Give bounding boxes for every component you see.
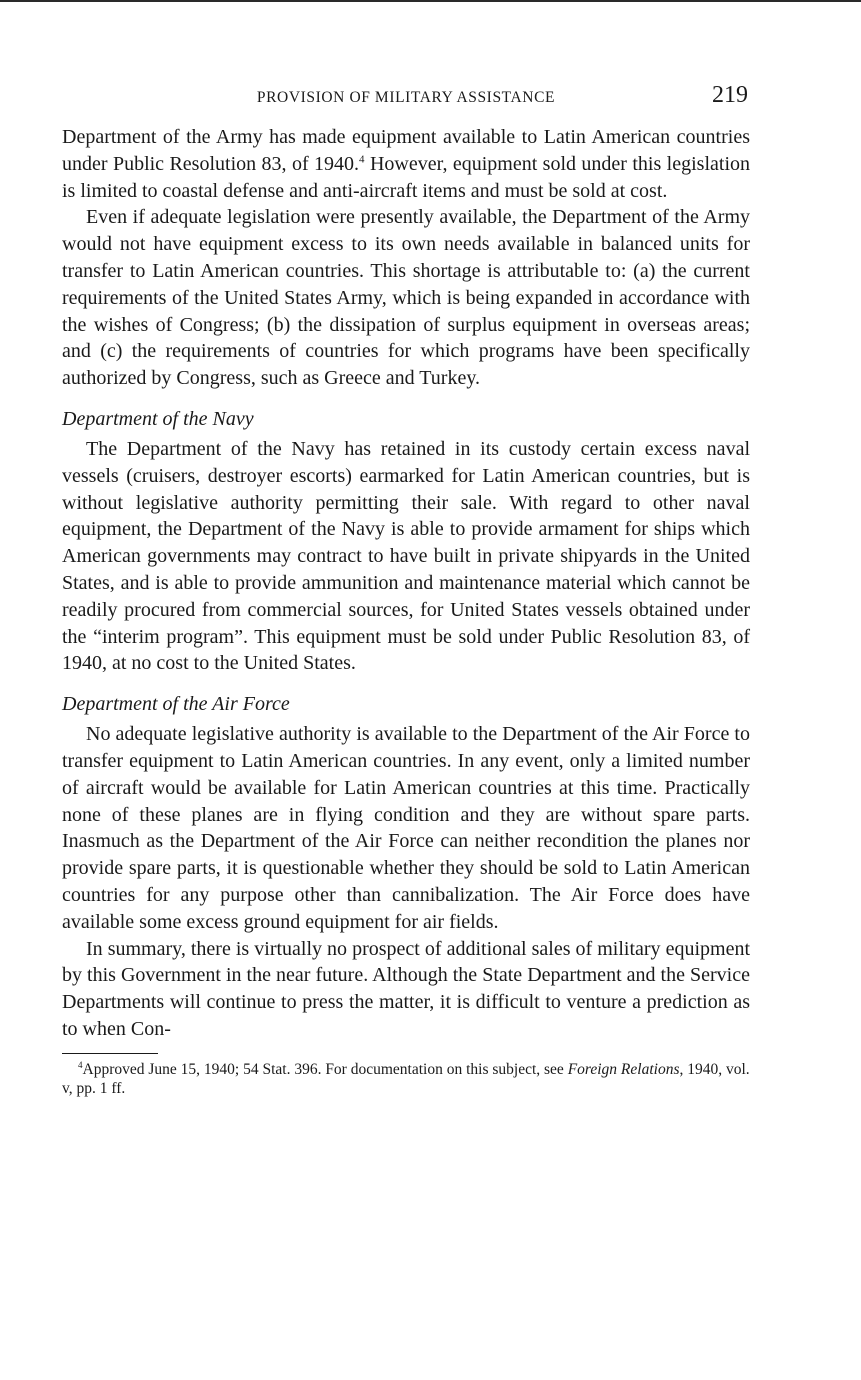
running-head bbox=[62, 84, 750, 114]
section-heading-air-force: Department of the Air Force bbox=[62, 693, 290, 716]
section-heading-navy: Department of the Navy bbox=[62, 407, 254, 430]
paragraph-air-force: No adequate legislative authority is available to the Department of the Air Force to transfer equipment to Latin American countries. In any event, only a limited number of aircraft would be available for Latin American countries at this time. Practically none of these planes are in flying condition and they are without spare parts. Inasmuch as the Department of the Air Force can neither recondition the planes nor provide spare parts, it is questionable whether they should be sold to Latin American countries for any purpose other than cannibalization. The Air Force does have available some excess ground equipment for air fields. bbox=[62, 723, 750, 933]
paragraph-army-text-after-note: However, equipment sold under this legislation is limited to coastal defense and anti-aircraft items and must be sold at cost. bbox=[62, 152, 750, 202]
footnote-marker: 4 bbox=[78, 1060, 83, 1071]
paragraph-summary: In summary, there is virtually no prospect of additional sales of military equipment by this Government in the near future. Although the State Department and the Service Departments will continue to press the matter, it is difficult to venture a prediction as to when Con- bbox=[62, 937, 750, 1040]
body-text bbox=[62, 124, 750, 1043]
paragraph-army-continued bbox=[62, 124, 750, 204]
footnote-reference: 4 bbox=[359, 153, 365, 166]
footnote-text: Approved June 15, 1940; 54 Stat. 396. For documentation on this subject, see bbox=[82, 1061, 568, 1079]
running-title: PROVISION OF MILITARY ASSISTANCE bbox=[256, 89, 556, 106]
footnote-citation: , 1940, vol. v, pp. 1 ff. bbox=[62, 1061, 750, 1098]
page-number: 219 bbox=[712, 82, 748, 108]
paragraph-army-text-before-note: Department of the Army has made equipment available to Latin American countries under Public Resolution 83, of 1940. bbox=[62, 126, 750, 175]
footnote-source-title: Foreign Relations bbox=[567, 1061, 680, 1079]
paragraph-navy: The Department of the Navy has retained in its custody certain excess naval vessels (cruisers, destroyer escorts) earmarked for Latin American countries, but is without legislative authority permitting their sale. With regard to other naval equipment, the Department of the Navy is able to provide armament for ships which American governments may contract to have built in private shipyards in the United States, and is able to provide ammunition and maintenance material which cannot be readily procured from commercial sources, for United States vessels obtained under the “interim program”. This equipment must be sold under Public Resolution 83, of 1940, at no cost to the United States. bbox=[62, 437, 750, 675]
footnote bbox=[62, 1060, 750, 1098]
document-page bbox=[62, 84, 750, 1098]
footnote-divider bbox=[62, 1053, 158, 1055]
paragraph-army-shortage: Even if adequate legislation were presently available, the Department of the Army would not have equipment excess to its own needs available in balanced units for transfer to Latin American countries. This shortage is attributable to: (a) the current requirements of the United States Army, which is being expanded in accordance with the wishes of Congress; (b) the dissipation of surplus equipment in overseas areas; and (c) the requirements of countries for which programs have been specifically authorized by Congress, such as Greece and Turkey. bbox=[62, 206, 750, 390]
top-edge-rule bbox=[0, 0, 861, 2]
